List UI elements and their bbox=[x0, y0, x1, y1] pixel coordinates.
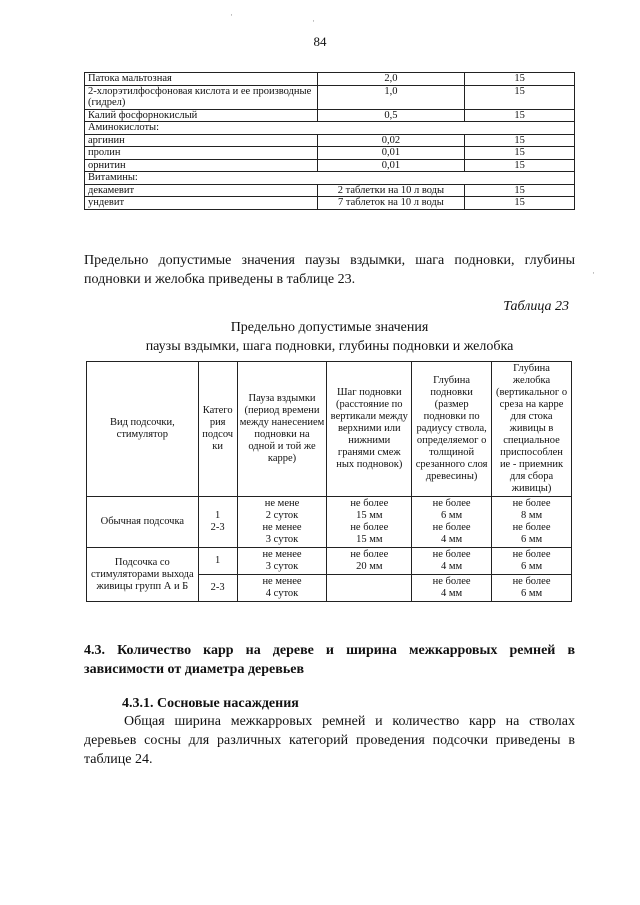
table-cell: 0,5 bbox=[317, 109, 465, 122]
table-cell: не более 6 мм не более 4 мм bbox=[412, 497, 492, 548]
table-cell: Калий фосфорнокислый bbox=[85, 109, 318, 122]
scan-speck: · bbox=[230, 10, 233, 20]
table-row bbox=[85, 197, 575, 210]
table-cell: Обычная подсочка bbox=[87, 497, 199, 548]
table-row bbox=[85, 134, 575, 147]
table-label: Таблица 23 bbox=[503, 299, 569, 314]
table-row bbox=[85, 85, 575, 109]
section-heading-4-3-1: 4.3.1. Сосновые насаждения bbox=[122, 696, 299, 711]
table-cell: орнитин bbox=[85, 159, 318, 172]
table-section-row bbox=[85, 122, 575, 135]
table-row bbox=[85, 109, 575, 122]
table-cell: аргинин bbox=[85, 134, 318, 147]
table-cell: ундевит bbox=[85, 197, 318, 210]
table-header-row bbox=[87, 362, 572, 497]
table-cell: не более 4 мм bbox=[412, 575, 492, 602]
table-row bbox=[85, 184, 575, 197]
table-cell: 15 bbox=[465, 184, 575, 197]
table-cell: 1 bbox=[198, 548, 237, 575]
table-title-line: Предельно допустимые значения bbox=[230, 320, 429, 335]
table-cell: 2-хлорэтилфосфоновая кислота и ее производные (гидрел) bbox=[85, 85, 318, 109]
table-cell: 15 bbox=[465, 147, 575, 160]
table-cell: Подсочка со стимуляторами выхода живицы групп А и Б bbox=[87, 548, 199, 602]
table-cell: Патока мальтозная bbox=[85, 73, 318, 86]
table-section-label: Аминокислоты: bbox=[85, 122, 575, 135]
table-cell: 0,02 bbox=[317, 134, 465, 147]
table-row bbox=[87, 497, 572, 548]
column-header: Глубина желобка (вертикальног о среза на карре для стока живицы в специальное приспособлен ие - приемник для сбора живицы) bbox=[492, 362, 572, 497]
table-cell: 2-3 bbox=[198, 575, 237, 602]
table-cell: не более 6 мм bbox=[492, 548, 572, 575]
table-row bbox=[85, 73, 575, 86]
table-cell: 7 таблеток на 10 л воды bbox=[317, 197, 465, 210]
paragraph-intro: Предельно допустимые значения паузы вздымки, шага подновки, глубины подновки и желобка приведены в таблице 23. bbox=[84, 253, 575, 287]
section-heading-4-3: 4.3. Количество карр на дереве и ширина межкарровых ремней в зависимости от диаметра деревьев bbox=[84, 643, 575, 677]
table-title-line: паузы вздымки, шага подновки, глубины подновки и желобка bbox=[145, 339, 514, 354]
table-cell: 0,01 bbox=[317, 147, 465, 160]
table-cell: 1 2-3 bbox=[198, 497, 237, 548]
table-section-row bbox=[85, 172, 575, 185]
table-row bbox=[85, 159, 575, 172]
table-cell: не более 8 мм не более 6 мм bbox=[492, 497, 572, 548]
table-cell: не более 20 мм bbox=[327, 548, 412, 575]
scan-speck: · bbox=[312, 16, 315, 26]
table-cell bbox=[327, 575, 412, 602]
table-section-label: Витамины: bbox=[85, 172, 575, 185]
table-cell: 15 bbox=[465, 73, 575, 86]
table-cell: 2 таблетки на 10 л воды bbox=[317, 184, 465, 197]
table-cell: 15 bbox=[465, 134, 575, 147]
column-header: Глубина подновки (размер подновки по радиусу ствола, определяемог о толщиной срезанного слоя древесины) bbox=[412, 362, 492, 497]
table-cell: не менее 4 суток bbox=[237, 575, 327, 602]
scan-speck: · bbox=[592, 268, 595, 278]
column-header: Вид подсочки, стимулятор bbox=[87, 362, 199, 497]
table-cell: не менее 3 суток bbox=[237, 548, 327, 575]
table-cell: 15 bbox=[465, 159, 575, 172]
table-cell: 2,0 bbox=[317, 73, 465, 86]
table-cell: 15 bbox=[465, 197, 575, 210]
table-cell: не более 6 мм bbox=[492, 575, 572, 602]
table-cell: не более 15 мм не более 15 мм bbox=[327, 497, 412, 548]
table-23 bbox=[86, 361, 572, 602]
table-row bbox=[87, 548, 572, 575]
paragraph-body: Общая ширина межкарровых ремней и количество карр на стволах деревьев сосны для различных категорий проведения подсочки приведены в таблице 24. bbox=[84, 714, 575, 767]
table-cell: 0,01 bbox=[317, 159, 465, 172]
table-cell: 15 bbox=[465, 109, 575, 122]
table-cell: пролин bbox=[85, 147, 318, 160]
table-cell: 1,0 bbox=[317, 85, 465, 109]
table-title bbox=[84, 318, 575, 356]
continued-table bbox=[84, 72, 575, 210]
table-row bbox=[85, 147, 575, 160]
table-cell: декамевит bbox=[85, 184, 318, 197]
column-header: Пауза вздымки (период времени между нанесением подновки на одной и той же карре) bbox=[237, 362, 327, 497]
column-header: Шаг подновки (расстояние по вертикали между верхними или нижними гранями смеж ных подновок) bbox=[327, 362, 412, 497]
table-cell: не более 4 мм bbox=[412, 548, 492, 575]
table-cell: не мене 2 суток не менее 3 суток bbox=[237, 497, 327, 548]
page-number: 84 bbox=[313, 34, 327, 49]
table-cell: 15 bbox=[465, 85, 575, 109]
column-header: Катего рия подсоч ки bbox=[198, 362, 237, 497]
